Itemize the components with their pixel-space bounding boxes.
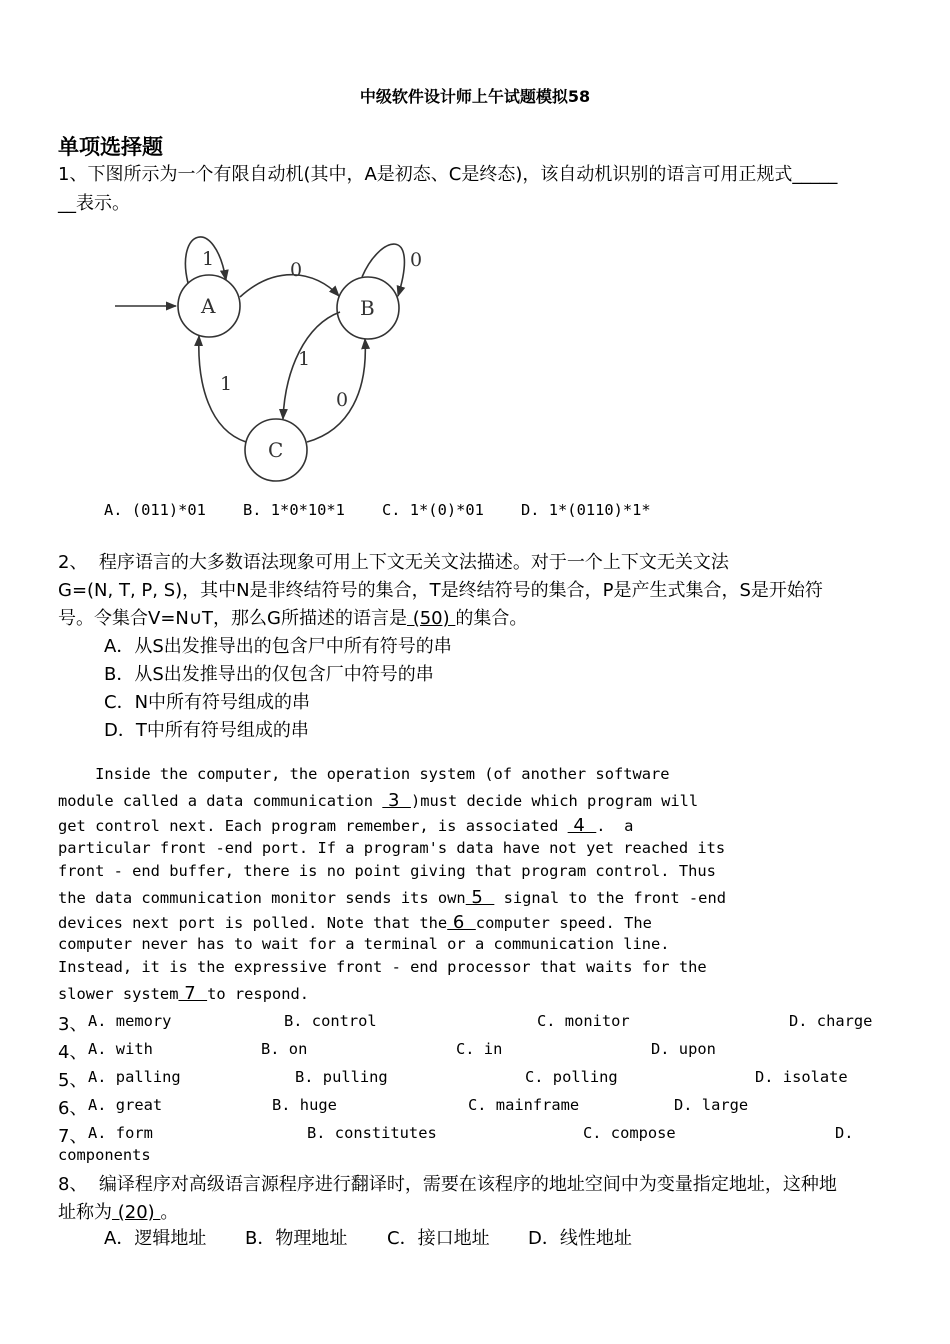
passage-line-7 [58, 912, 652, 933]
q4-option-a: A. with [88, 1040, 153, 1058]
page-title: 中级软件设计师上午试题模拟58 [359, 87, 591, 106]
passage-text: to respond. [207, 985, 310, 1003]
q5-number: 5、 [58, 1070, 88, 1091]
q2-option-d: D．T中所有符号组成的串 [104, 720, 309, 741]
q7-option-c: C. compose [583, 1124, 676, 1142]
label-c-to-b: 0 [336, 389, 349, 411]
q2-stem-line3 [58, 604, 527, 630]
q3-number: 3、 [58, 1014, 88, 1035]
finite-automaton-diagram [100, 220, 445, 490]
q8-answer-blank: (20) [112, 1202, 161, 1223]
q6-number: 6、 [58, 1098, 88, 1119]
q7-number: 7、 [58, 1126, 88, 1147]
q8-option-d: D．线性地址 [528, 1228, 632, 1249]
q2-stem-line1: 2、 程序语言的大多数语法现象可用上下文无关文法描述。对于一个上下文无关文法 [58, 552, 729, 573]
passage-line-5: front - end buffer, there is no point giving that program control. Thus [58, 862, 716, 880]
blank-6: 6 [447, 912, 476, 933]
q6-option-a: A. great [88, 1096, 163, 1114]
q2-answer-blank: (50) [406, 608, 456, 629]
q3-option-a: A. memory [88, 1012, 172, 1030]
q7-option-d-text: components [58, 1146, 151, 1164]
passage-line-1: Inside the computer, the operation system (of another software [58, 765, 670, 783]
q8-stem-tail: 。 [160, 1202, 179, 1223]
passage-text: computer speed. The [475, 914, 652, 932]
state-c-label: C [268, 438, 284, 462]
q3-option-b: B. control [284, 1012, 377, 1030]
blank-7: 7 [178, 983, 208, 1004]
passage-line-4: particular front -end port. If a program's data have not yet reached its [58, 839, 726, 857]
label-b-self: 0 [410, 249, 423, 271]
label-c-to-a: 1 [220, 373, 233, 395]
passage-line-9: Instead, it is the expressive front - end processor that waits for the [58, 958, 707, 976]
state-b-label: B [360, 296, 375, 320]
passage-line-8: computer never has to wait for a terminal or a communication line. [58, 935, 670, 953]
q2-option-a: A．从S出发推导出的包含尸中所有符号的串 [104, 636, 452, 657]
q4-option-c: C. in [456, 1040, 503, 1058]
q3-option-c: C. monitor [537, 1012, 630, 1030]
passage-text: )must decide which program will [410, 792, 699, 810]
label-b-to-c: 1 [298, 348, 311, 370]
label-a-self: 1 [202, 248, 215, 270]
q6-option-c: C. mainframe [468, 1096, 580, 1114]
q5-option-b: B. pulling [295, 1068, 388, 1086]
passage-line-2 [58, 790, 698, 811]
passage-text: module called a data communication [58, 792, 383, 810]
blank-5: 5 [465, 887, 495, 908]
q7-option-b: B. constitutes [307, 1124, 437, 1142]
q4-number: 4、 [58, 1042, 88, 1063]
q4-option-d: D. upon [651, 1040, 716, 1058]
transition-b-to-c [283, 312, 340, 419]
q2-stem-text: 号。令集合V=N∪T，那么G所描述的语言是 [58, 608, 407, 629]
q2-stem-tail: 的集合。 [455, 608, 528, 629]
q1-options: A. (011)*01 B. 1*0*10*1 C. 1*(0)*01 D. 1*(0110)*1* [104, 501, 651, 519]
q4-option-b: B. on [261, 1040, 308, 1058]
passage-text: devices next port is polled. Note that the [58, 914, 448, 932]
q5-option-d: D. isolate [755, 1068, 848, 1086]
blank-4: 4 [567, 815, 597, 836]
q8-stem-line1: 8、 编译程序对高级语言源程序进行翻译时，需要在该程序的地址空间中为变量指定地址，这种地 [58, 1174, 837, 1195]
q8-option-b: B．物理地址 [245, 1228, 348, 1249]
passage-text: get control next. Each program remember, is associated [58, 817, 568, 835]
q7-option-d: D. [835, 1124, 854, 1142]
q8-option-a: A．逻辑地址 [104, 1228, 207, 1249]
passage-line-3 [58, 815, 633, 836]
q2-stem-line2: G=(N, T, P, S)，其中N是非终结符号的集合，T是终结符号的集合，P是产生式集合，S是开始符 [58, 580, 823, 601]
q7-option-a: A. form [88, 1124, 153, 1142]
passage-text: signal to the front -end [494, 889, 726, 907]
q6-option-d: D. large [674, 1096, 749, 1114]
q6-option-b: B. huge [272, 1096, 337, 1114]
passage-text: the data communication monitor sends its own [58, 889, 466, 907]
q8-stem-text: 址称为 [58, 1202, 112, 1223]
q3-option-d: D. charge [789, 1012, 873, 1030]
state-a-label: A [201, 294, 216, 318]
q5-option-a: A. palling [88, 1068, 181, 1086]
q1-stem-line2: __表示。 [58, 193, 130, 214]
q1-stem-line1: 1、下图所示为一个有限自动机(其中，A是初态、C是终态)，该自动机识别的语言可用正规式_____ [58, 164, 838, 185]
q8-stem-line2 [58, 1198, 178, 1224]
q2-option-b: B．从S出发推导出的仅包含厂中符号的串 [104, 664, 434, 685]
passage-line-10 [58, 983, 309, 1004]
q2-option-c: C．N中所有符号组成的串 [104, 692, 311, 713]
passage-text: slower system [58, 985, 179, 1003]
q8-option-c: C．接口地址 [387, 1228, 490, 1249]
passage-text: . a [596, 817, 634, 835]
label-a-to-b: 0 [290, 259, 303, 281]
blank-3: 3 [382, 790, 411, 811]
q5-option-c: C. polling [525, 1068, 618, 1086]
passage-line-6 [58, 887, 726, 908]
section-heading: 单项选择题 [58, 135, 163, 159]
